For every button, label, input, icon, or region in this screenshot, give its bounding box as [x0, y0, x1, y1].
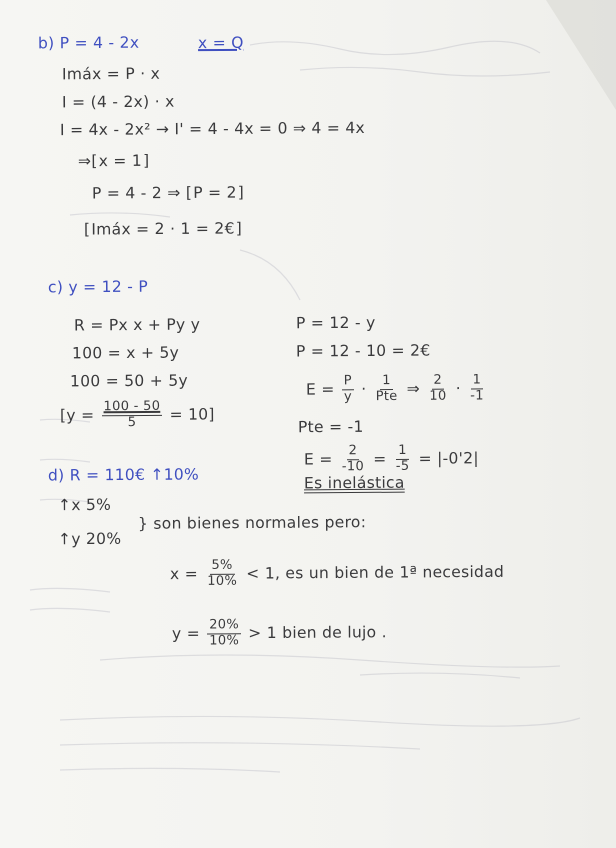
section-c-elasticity-label-2: E =: [303, 450, 333, 469]
section-c-equals: =: [373, 449, 387, 469]
section-b-result-income: [ Imáx = 2 · 1 = 2€ ]: [84, 219, 242, 238]
section-c-numerator-p: P: [342, 374, 354, 390]
section-c-multiply-1: ·: [361, 380, 367, 399]
section-c-y-result: = 10: [169, 405, 209, 424]
section-c-line-3: 100 = 50 + 5y: [69, 371, 188, 391]
section-d-label: d): [47, 466, 65, 485]
section-c-right-2: P = 12 - 10 = 2€: [295, 341, 431, 361]
section-b-price-calc: P = 4 - 2 ⇒: [91, 183, 181, 203]
section-d-y-numerator: 20%: [207, 618, 241, 634]
section-d-line-1: ↑x 5%: [57, 495, 112, 515]
section-d-line-4: [172, 617, 387, 649]
section-b-line-5: [92, 183, 244, 202]
section-b-heading: [38, 34, 139, 53]
section-d-y-conclusion: > 1 bien de lujo .: [248, 623, 387, 643]
section-d-x-conclusion: < 1, es un bien de 1ª necesidad: [246, 562, 505, 583]
section-d-x-label: x =: [169, 564, 199, 584]
section-b-equation: P = 4 - 2x: [59, 33, 140, 53]
section-d-line-3: [170, 557, 504, 590]
section-c-right-5: [304, 443, 479, 475]
section-c-elasticity-label: E =: [305, 380, 335, 399]
section-c-multiply-2: ·: [455, 379, 461, 398]
section-b-result-x: [ x = 1 ]: [91, 152, 149, 170]
section-d-brace-text: son bienes normales pero:: [153, 513, 367, 533]
section-b-label: b): [37, 34, 55, 53]
section-c-implies-arrow: ⇒: [406, 379, 421, 398]
section-c-fraction-1-minus5: [394, 444, 412, 475]
section-c-line-2: 100 = x + 5y: [71, 343, 180, 363]
section-b-result-price: [ P = 2 ]: [186, 183, 244, 201]
section-c-right-3: [306, 373, 488, 405]
section-c-conclusion: Es inelástica: [303, 473, 405, 493]
section-c-right-4: Pte = -1: [297, 417, 364, 437]
section-d-line-2: ↑y 20%: [57, 529, 122, 549]
section-d-x-fraction: [205, 559, 239, 590]
section-c-denominator-minus5: -5: [395, 458, 410, 474]
section-c-numerator-2: 2: [431, 374, 444, 390]
section-c-fraction-p-y: [342, 374, 354, 405]
section-c-numerator-1b: 1: [471, 373, 484, 389]
section-c-denominator-10: 10: [429, 388, 447, 404]
section-c-y-numerator: 100 - 50: [101, 400, 162, 416]
section-d-y-denominator: 10%: [209, 633, 240, 649]
section-b-line-1: Imáx = P · x: [61, 64, 161, 84]
section-d-heading: [48, 465, 199, 484]
section-c-line-1: R = Px x + Py y: [73, 315, 201, 335]
section-c-denominator-minus10: -10: [341, 459, 365, 475]
section-b-aside: x = Q: [197, 33, 244, 53]
section-d-equation: R = 110€ ↑10%: [69, 465, 200, 485]
section-b-line-3: I = 4x - 2x² → I' = 4 - 4x = 0 ⇒ 4 = 4x: [59, 118, 366, 140]
section-c-fraction-1-minus1: [468, 373, 486, 404]
section-c-equation: y = 12 - P: [68, 277, 148, 297]
section-c-y-fraction: [101, 400, 162, 431]
section-c-right-1: P = 12 - y: [295, 313, 376, 333]
section-b-line-2: I = (4 - 2x) · x: [61, 92, 175, 112]
section-c-numerator-1c: 1: [396, 444, 409, 460]
section-d-x-denominator: 10%: [207, 573, 238, 589]
section-c-label: c): [47, 278, 64, 297]
section-c-numerator-1: 1: [380, 374, 393, 390]
section-c-y-denominator: 5: [127, 414, 137, 431]
section-d-x-numerator: 5%: [209, 559, 234, 575]
section-b-line-4: ⇒[ x = 1 ]: [78, 152, 150, 170]
section-d-y-label: y =: [171, 624, 201, 643]
section-c-heading: [48, 278, 148, 297]
section-c-y-label: y =: [66, 406, 95, 425]
section-c-fraction-1-pte: [374, 374, 400, 405]
section-c-elasticity-value: = |-0'2|: [418, 449, 479, 468]
section-d-brace-note: } son bienes normales pero:: [137, 513, 367, 533]
section-c-denominator-pte: Pte: [375, 388, 398, 405]
section-c-numerator-2b: 2: [347, 444, 360, 460]
section-c-line-4: [y = $\frac{100 - 50}{5}$ = 10]: [59, 398, 215, 431]
section-c-denominator-minus1: -1: [470, 388, 484, 404]
section-c-denominator-y: y: [343, 389, 353, 405]
section-c-fraction-2-10: [427, 374, 448, 405]
section-d-y-fraction: [207, 618, 241, 649]
section-c-fraction-2-minus10: [340, 444, 366, 475]
